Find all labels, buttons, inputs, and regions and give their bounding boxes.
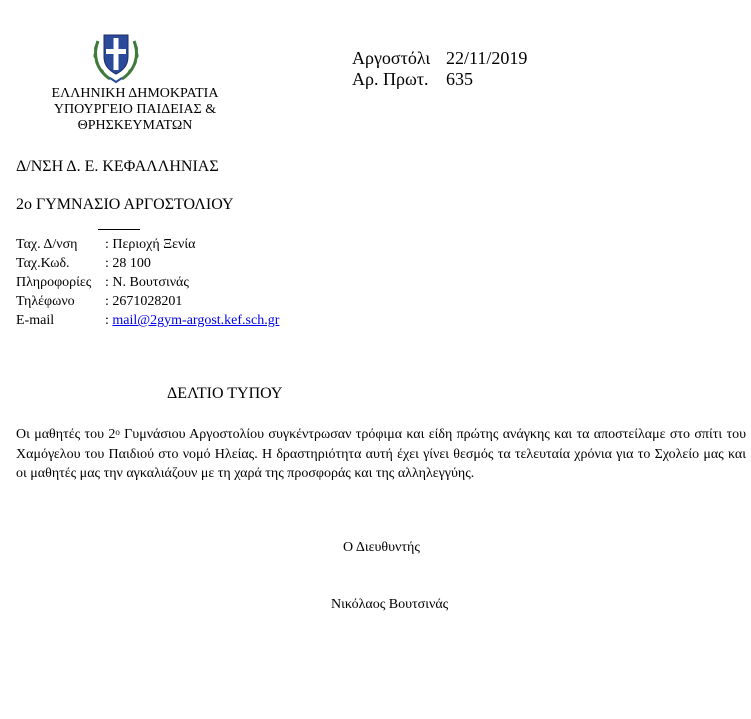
ministry-header: [38, 86, 232, 134]
contact-label: Ταχ.Κωδ.: [16, 256, 70, 271]
ordinal-superscript: ο: [115, 427, 120, 437]
protocol-number: 635: [446, 69, 473, 89]
contact-row: [16, 311, 279, 330]
school-name: 2ο ΓΥΜΝΑΣΙΟ ΑΡΓΟΣΤΟΛΙΟΥ: [16, 196, 234, 213]
divider: [98, 229, 140, 230]
contact-value: : Ν. Βουτσινάς: [105, 275, 189, 290]
signatory-role: Ο Διευθυντής: [343, 540, 420, 555]
contact-value: : 28 100: [105, 256, 151, 271]
body-text-part: Γυμνάσιου Αργοστολίου συγκέντρωσαν τρόφιμα και είδη πρώτης ανάγκης και τα αποστείλαμε στο σπίτι του Χαμόγελου του Παιδιού στο νομό Ηλείας. Η δραστηριότητα αυτή έχει γίνει θεσμός τα τελευταία χρόνια για το Σχολείο μας και οι μαθητές μας την αγκαλιάζουν με τη χαρά της προσφοράς και της αλληλεγγύης.: [16, 427, 746, 481]
org-line: ΘΡΗΣΚΕΥΜΑΤΩΝ: [77, 118, 193, 133]
date-protocol-block: [352, 48, 527, 90]
body-text-part: Οι μαθητές του 2: [16, 427, 116, 442]
email-prefix: :: [105, 313, 113, 328]
protocol-label: Αρ. Πρωτ.: [352, 69, 429, 89]
document-date: 22/11/2019: [446, 48, 528, 68]
contact-row: [16, 292, 279, 311]
contact-row: [16, 254, 279, 273]
contact-row: [16, 273, 279, 292]
press-release-body: [16, 425, 746, 484]
contact-row: [16, 235, 279, 254]
press-release-title: ΔΕΛΤΙΟ ΤΥΠΟΥ: [167, 385, 283, 402]
contact-label: Ταχ. Δ/νση: [16, 237, 78, 252]
org-line: ΥΠΟΥΡΓΕΙΟ ΠΑΙΔΕΙΑΣ &: [53, 102, 217, 117]
contact-label: E-mail: [16, 313, 55, 328]
contact-value: [105, 311, 279, 330]
signatory-name: Νικόλαος Βουτσινάς: [331, 597, 449, 612]
contact-value: : Περιοχή Ξενία: [105, 237, 196, 252]
contact-label: Τηλέφωνο: [16, 294, 75, 309]
contact-info: [16, 235, 279, 330]
email-link[interactable]: mail@2gym-argost.kef.sch.gr: [112, 313, 280, 328]
place-label: Αργοστόλι: [352, 48, 431, 68]
greek-state-emblem-icon: [90, 25, 142, 85]
contact-label: Πληροφορίες: [16, 275, 92, 290]
contact-value: : 2671028201: [105, 294, 183, 309]
directorate-name: Δ/ΝΣΗ Δ. Ε. ΚΕΦΑΛΛΗΝΙΑΣ: [16, 158, 219, 175]
org-line: ΕΛΛΗΝΙΚΗ ΔΗΜΟΚΡΑΤΙΑ: [51, 86, 219, 101]
